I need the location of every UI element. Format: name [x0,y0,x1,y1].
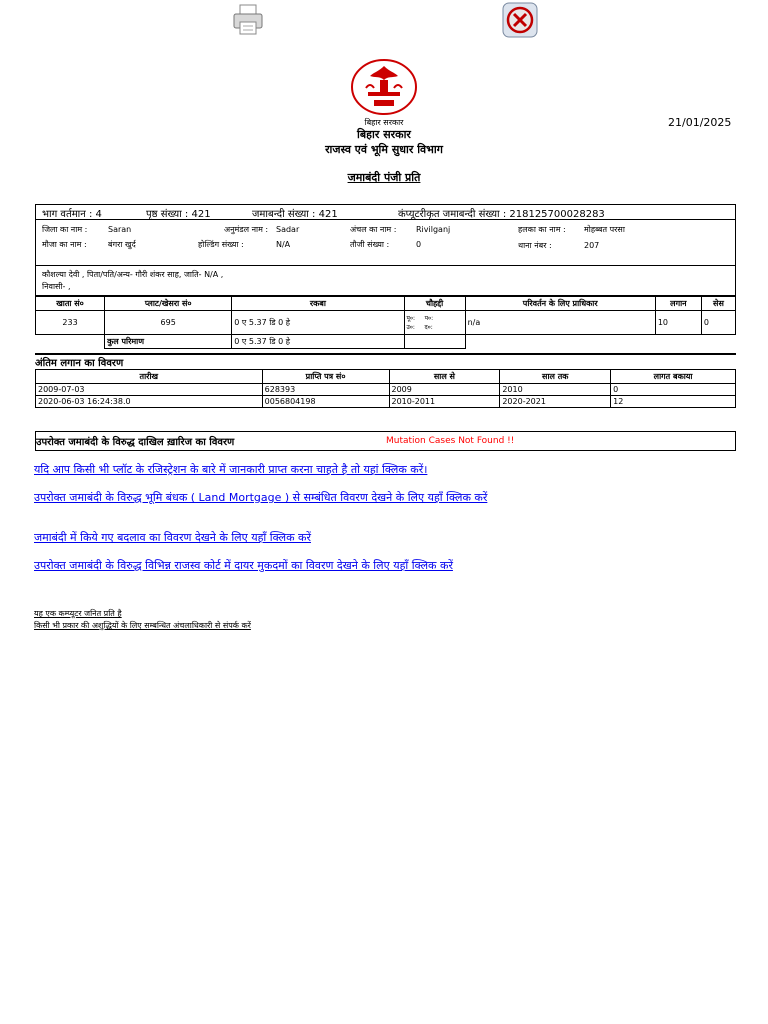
lagan-receipt: 0056804198 [262,396,389,408]
total-blank-3 [465,335,735,349]
anumandal-value: Sadar [276,225,300,234]
lagan-due: 0 [611,384,736,396]
emblem-caption: बिहार सरकार [364,118,404,127]
khata-value: 233 [36,311,105,335]
close-icon [502,2,538,38]
tauji-label: तौजी संख्या : [350,240,390,249]
zila-value: Saran [108,225,132,234]
halka-value: मोहब्बत परसा [584,225,625,234]
table-row [36,384,736,396]
land-table [35,296,736,349]
mauja-label: मौजा का नाम : [42,240,87,249]
printer-icon [230,2,266,38]
bhag-vartman: भाग वर्तमान : 4 [42,209,102,220]
chauhaddi-value [404,311,465,335]
owner-line1: कौशल्या देवी , पिता/पति/अन्य- गौरी शंकर साह, जाति- N/A , [42,270,224,279]
anchal-label: अंचल का नाम : [350,225,397,234]
header-line2: राजस्व एवं भूमि सुधार विभाग [325,143,443,156]
lagan-value: 10 [655,311,701,335]
lagan-header-receipt: प्राप्ति पत्र सं० [262,370,389,384]
rakba-value: 0 ए 5.37 डि 0 हे [232,311,404,335]
prishth-sankhya: पृष्ठ संख्या : 421 [146,209,211,220]
zila-label: जिला का नाम : [42,225,88,234]
table-row [36,396,736,408]
header-ses: सेस [701,297,735,311]
thana-value: 207 [584,241,600,250]
anumandal-label: अनुमंडल नाम : [224,225,269,234]
summary-bar [35,204,736,220]
bihar-emblem [350,58,418,118]
mutation-label: उपरोक्त जमाबंदी के विरुद्ध दाखिल ख़ारिज का विवरण [36,437,235,448]
lagan-receipt: 628393 [262,384,389,396]
plot-registration-link[interactable]: यदि आप किसी भी प्लॉट के रजिस्ट्रेशन के बारे में जानकारी प्राप्त करना चाहते है तो यहां क्लिक करें। [34,463,428,476]
lagan-header-due: लागत बकाया [611,370,736,384]
ses-value: 0 [701,311,735,335]
lagan-to: 2020-2021 [500,396,611,408]
plot-value: 695 [105,311,232,335]
computer-jamabandi-sankhya: कंप्यूटरीकृत जमाबन्दी संख्या : 218125700028283 [398,209,605,220]
total-blank [36,335,105,349]
lagan-to: 2010 [500,384,611,396]
chauhaddi-south: द०: [424,323,433,331]
thana-label: थाना नंबर : [518,241,552,250]
footer-line2: किसी भी प्रकार की अशुद्धियों के लिए सम्बन्धित अंचलाधिकारी से संपर्क करें [34,621,251,630]
chauhaddi-west: प०: [424,314,434,322]
details-section [35,220,736,266]
jamabandi-sankhya: जमाबन्दी संख्या : 421 [252,209,338,220]
lagan-table [35,369,736,408]
lagan-section-title: अंतिम लगान का विवरण [35,353,736,370]
header-lagan: लगान [655,297,701,311]
owner-section [35,266,736,296]
court-cases-link[interactable]: उपरोक्त जमाबंदी के विरुद्ध विभिन्न राजस्व कोर्ट में दायर मुकदमों का विवरण देखने के लिए यहाँ क्लिक करें [34,559,453,572]
lagan-due: 12 [611,396,736,408]
document-date: 21/01/2025 [668,116,732,129]
lagan-date: 2009-07-03 [36,384,263,396]
holding-label: होल्डिंग संख्या : [198,240,244,249]
header-plot: प्लाट/खेसरा सं० [105,297,232,311]
holding-value: N/A [276,240,291,249]
close-button[interactable] [502,2,538,38]
anchal-value: Rivilganj [416,225,451,234]
lagan-header-date: तारीख [36,370,263,384]
jamabandi-changes-link[interactable]: जमाबंदी में किये गए बदलाव का विवरण देखने के लिए यहाँ क्लिक करें [34,531,311,544]
mutation-status: Mutation Cases Not Found !! [386,436,515,446]
mutation-section [35,431,736,451]
owner-line2: निवासी- , [42,282,71,291]
print-button[interactable] [230,2,266,38]
lagan-date: 2020-06-03 16:24:38.0 [36,396,263,408]
lagan-header-to: साल तक [500,370,611,384]
header-authority: परिवर्तन के लिए प्राधिकार [465,297,655,311]
land-mortgage-link[interactable]: उपरोक्त जमाबंदी के विरुद्ध भूमि बंधक ( Land Mortgage ) से सम्बंधित विवरण देखने के लिए यहाँ क्लिक करें [34,491,488,504]
total-row [36,335,736,349]
footer-line1: यह एक कम्प्यूटर जनित प्रति है [34,609,122,618]
tauji-value: 0 [416,240,422,249]
header-chauhaddi: चौहद्दी [404,297,465,311]
header-khata: खाता सं० [36,297,105,311]
lagan-from: 2009 [389,384,500,396]
mauja-value: बंगरा खुर्द [108,240,136,249]
header-line1: बिहार सरकार [357,128,411,141]
total-rakba: 0 ए 5.37 डि 0 हे [232,335,404,349]
chauhaddi-north: उ०: [406,323,415,331]
authority-value: n/a [465,311,655,335]
total-blank-2 [404,335,465,349]
halka-label: हलका का नाम : [518,225,566,234]
lagan-from: 2010-2011 [389,396,500,408]
header-rakba: रकबा [232,297,404,311]
document-title: जमाबंदी पंजी प्रति [347,171,421,184]
total-label: कुल परिमाण [105,335,232,349]
table-row [36,311,736,335]
lagan-header-from: साल से [389,370,500,384]
chauhaddi-east: पू०: [406,314,416,322]
